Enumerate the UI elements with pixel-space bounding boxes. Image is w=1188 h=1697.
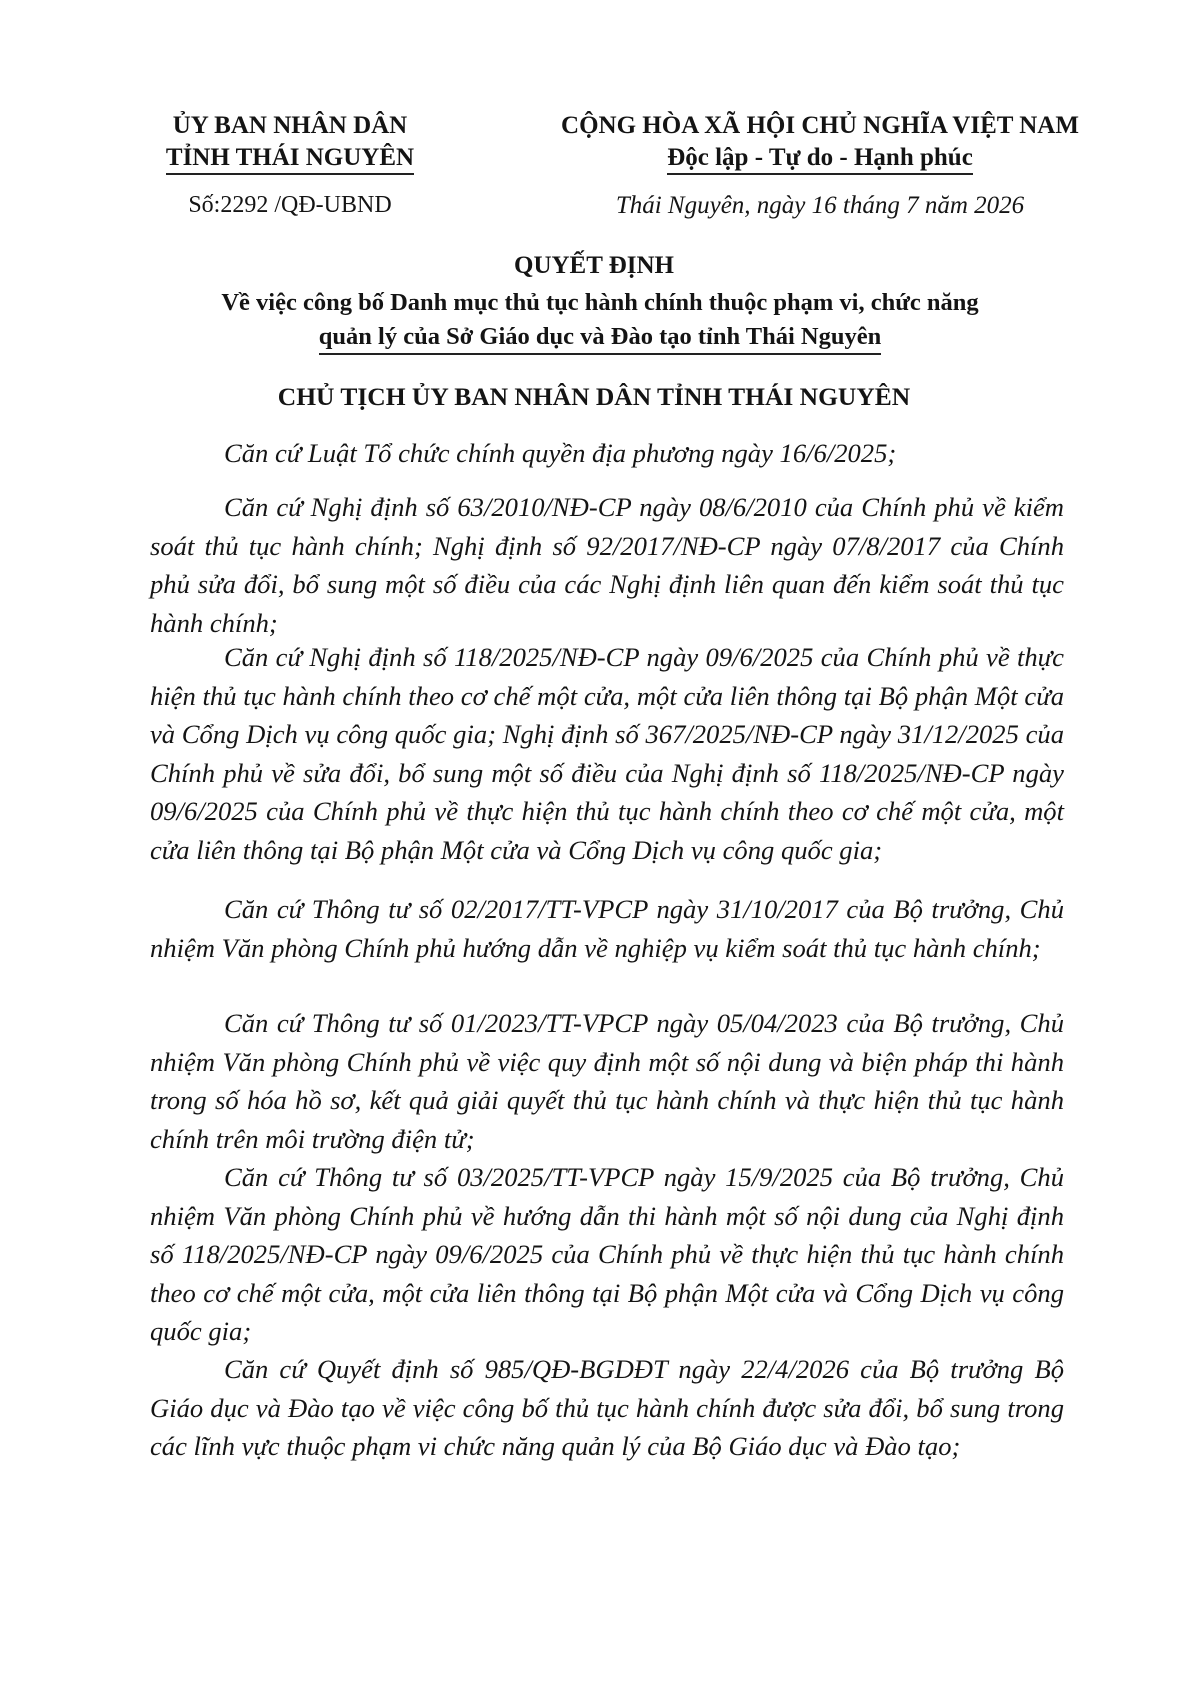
- national-motto: [540, 142, 1100, 174]
- document-number: Số:2292 /QĐ-UBND: [188, 192, 392, 218]
- legal-basis-paragraph: Căn cứ Luật Tổ chức chính quyền địa phương ngày 16/6/2025;: [224, 438, 897, 468]
- decision-title: QUYẾT ĐỊNH: [514, 252, 674, 279]
- issuer-province: TỈNH THÁI NGUYÊN: [166, 144, 414, 175]
- decision-subtitle-text: quản lý của Sở Giáo dục và Đào tạo tỉnh Thái Nguyên: [319, 323, 881, 355]
- decision-subtitle-line-1: Về việc công bố Danh mục thủ tục hành chính thuộc phạm vi, chức năng: [221, 289, 979, 316]
- legal-basis-paragraph: Căn cứ Thông tư số 01/2023/TT-VPCP ngày 05/04/2023 của Bộ trưởng, Chủ nhiệm Văn phòng Chính phủ về việc quy định một số nội dung và biện pháp thi hành trong số hóa hồ sơ, kết quả giải quyết thủ tục hành chính và thực hiện thủ tục hành chính trên môi trường điện tử;: [150, 1008, 1064, 1154]
- legal-basis-paragraph: Căn cứ Quyết định số 985/QĐ-BGDĐT ngày 22/4/2026 của Bộ trưởng Bộ Giáo dục và Đào tạo về việc công bố thủ tục hành chính được sửa đổi, bổ sung trong các lĩnh vực thuộc phạm vi chức năng quản lý của Bộ Giáo dục và Đào tạo;: [150, 1354, 1064, 1462]
- issuer-line-2: [120, 142, 460, 174]
- legal-basis-paragraph: Căn cứ Nghị định số 118/2025/NĐ-CP ngày 09/6/2025 của Chính phủ về thực hiện thủ tục hành chính theo cơ chế một cửa, một cửa liên thông tại Bộ phận Một cửa và Cổng Dịch vụ công quốc gia; Nghị định số 367/2025/NĐ-CP ngày 31/12/2025 của Chính phủ về sửa đổi, bổ sung một số điều của Nghị định số 118/2025/NĐ-CP ngày 09/6/2025 của Chính phủ về thực hiện thủ tục hành chính theo cơ chế một cửa, một cửa liên thông tại Bộ phận Một cửa và Cổng Dịch vụ công quốc gia;: [150, 642, 1064, 865]
- legal-basis-paragraph: Căn cứ Thông tư số 03/2025/TT-VPCP ngày 15/9/2025 của Bộ trưởng, Chủ nhiệm Văn phòng Chính phủ về hướng dẫn thi hành một số nội dung của Nghị định số 118/2025/NĐ-CP ngày 09/6/2025 của Chính phủ về thực hiện thủ tục hành chính theo cơ chế một cửa, một cửa liên thông tại Bộ phận Một cửa và Cổng Dịch vụ công quốc gia;: [150, 1162, 1064, 1347]
- decision-subtitle-line-2: [120, 320, 1080, 354]
- legal-basis-paragraph: Căn cứ Nghị định số 63/2010/NĐ-CP ngày 08/6/2010 của Chính phủ về kiểm soát thủ tục hành chính; Nghị định số 92/2017/NĐ-CP ngày 07/8/2017 của Chính phủ sửa đổi, bổ sung một số điều của các Nghị định liên quan đến kiểm soát thủ tục hành chính;: [150, 492, 1064, 638]
- legal-basis-paragraph: Căn cứ Thông tư số 02/2017/TT-VPCP ngày 31/10/2017 của Bộ trưởng, Chủ nhiệm Văn phòng Chính phủ hướng dẫn về nghiệp vụ kiểm soát thủ tục hành chính;: [150, 894, 1064, 963]
- national-motto-text: Độc lập - Tự do - Hạnh phúc: [667, 144, 973, 175]
- authority-heading: CHỦ TỊCH ỦY BAN NHÂN DÂN TỈNH THÁI NGUYÊN: [277, 382, 911, 411]
- issuer-line-1: ỦY BAN NHÂN DÂN: [172, 112, 408, 139]
- national-title: CỘNG HÒA XÃ HỘI CHỦ NGHĨA VIỆT NAM: [561, 112, 1079, 139]
- issue-date: Thái Nguyên, ngày 16 tháng 7 năm 2026: [615, 192, 1025, 219]
